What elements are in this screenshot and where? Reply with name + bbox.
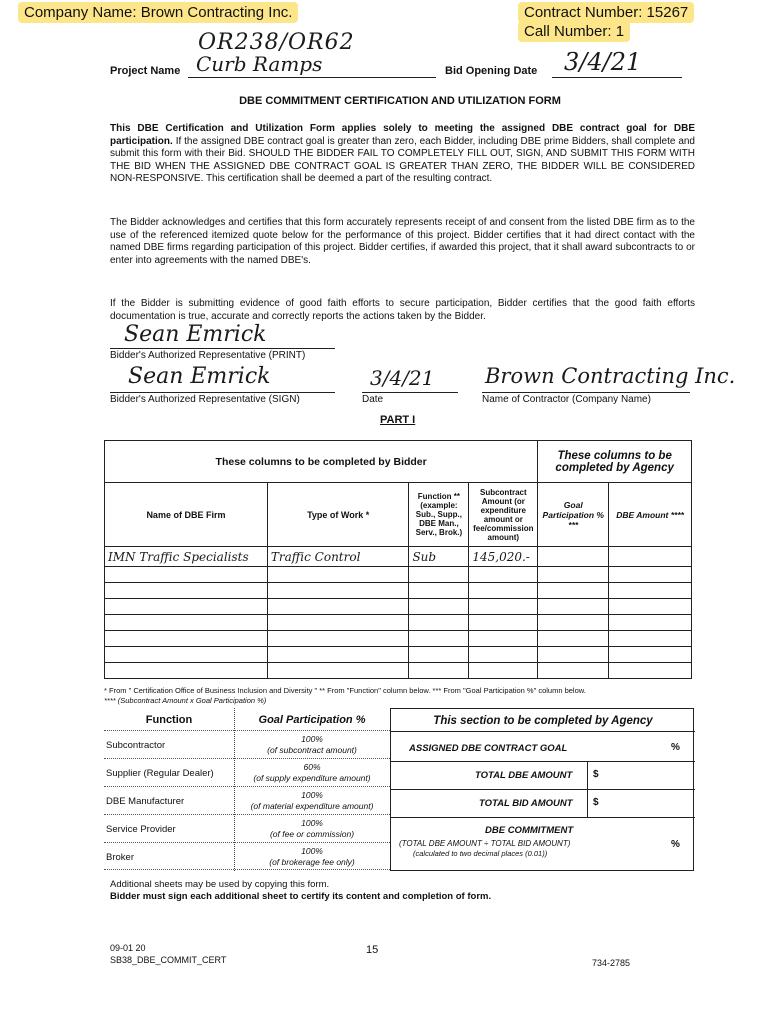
- paragraph-1-rest: If the assigned DBE contract goal is greater than zero, each Bidder, including DBE prime Bidders, shall complete and submit this form with their Bid. SHOULD THE BIDDER FAIL TO COMPLETELY FILL OUT, SIGN, AND SUBMIT THIS FORM WITH THE BID WHEN THE ASSIGNED DBE CONTRACT GOAL IS GREATER THAN ZERO, THE BIDDER WILL BE CONSIDERED NON-RESPONSIVE. This certification shall be deemed a part of the resulting contract.: [110, 135, 695, 185]
- handwritten-project-name: Curb Ramps: [196, 52, 323, 76]
- handwritten-sign-date: 3/4/21: [370, 366, 435, 390]
- bidder-columns-header: These columns to be completed by Bidder: [105, 441, 538, 483]
- print-name-label: Bidder's Authorized Representative (PRINT): [110, 350, 306, 361]
- form-title: DBE COMMITMENT CERTIFICATION AND UTILIZATION FORM: [239, 95, 561, 107]
- dbe-firm-table: [104, 440, 692, 679]
- col-goal-participation: Goal Participation % ***: [538, 483, 609, 547]
- subcontract-amount-cell: 145,020.-: [469, 547, 538, 567]
- function-name: DBE Manufacturer: [106, 796, 185, 807]
- list-item: [104, 842, 390, 870]
- date-line: [362, 392, 458, 393]
- footnote-line-2: **** (Subcontract Amount x Goal Participation %): [104, 696, 267, 705]
- table-row: [105, 567, 692, 583]
- function-name: Subcontractor: [106, 740, 166, 751]
- dbe-commitment-label: DBE COMMITMENT: [485, 825, 574, 836]
- col-name-of-dbe-firm: Name of DBE Firm: [105, 483, 268, 547]
- handwritten-bid-date: 3/4/21: [564, 48, 642, 76]
- date-label: Date: [362, 394, 384, 405]
- function-name: Service Provider: [106, 824, 176, 835]
- function-pct: 100%: [301, 818, 323, 828]
- dbe-commitment-pct: %: [671, 839, 680, 850]
- table-row: [105, 583, 692, 599]
- bid-opening-date-field: [552, 48, 682, 78]
- table-row: [105, 615, 692, 631]
- table-row: [105, 547, 692, 567]
- table-row: [105, 599, 692, 615]
- goal-participation-cell: [538, 547, 609, 567]
- call-number-label: Call Number: 1: [518, 21, 630, 42]
- list-item: [104, 758, 390, 786]
- function-desc: (of fee or commission): [269, 829, 355, 839]
- col-function: Function ** (example: Sub., Supp., DBE Man., Serv., Brok.): [409, 483, 469, 547]
- function-name: Supplier (Regular Dealer): [106, 768, 214, 779]
- table-row: [105, 631, 692, 647]
- paragraph-2: The Bidder acknowledges and certifies that this form accurately represents receipt of and consent from the listed DBE firm as to the use of the referenced itemized quote below for the performance of this project. Bidder certifies that it had direct contact with the named DBE firms regarding participation of this project. Bidder certifies, if awarded this project, that it shall award subcontracts to or enter into agreements with the named DBE's.: [110, 217, 695, 266]
- dbe-firm-name-cell: IMN Traffic Specialists: [105, 547, 268, 567]
- goal-participation-header: Goal Participation %: [258, 714, 366, 726]
- agency-section: [390, 708, 694, 871]
- sign-line: [110, 392, 335, 393]
- sign-sheets-note: Bidder must sign each additional sheet to certify its content and completion of form.: [110, 891, 492, 902]
- total-bid-amount-dollar: $: [593, 797, 599, 808]
- function-desc: (of subcontract amount): [267, 745, 357, 755]
- function-pct: 100%: [301, 790, 323, 800]
- sign-label: Bidder's Authorized Representative (SIGN): [110, 394, 300, 405]
- function-desc: (of material expenditure amount): [250, 801, 374, 811]
- list-item: [104, 730, 390, 758]
- handwritten-order-numbers: OR238/OR62: [198, 30, 355, 55]
- function-rows: [104, 730, 390, 870]
- agency-divider: [391, 789, 695, 790]
- function-desc: (of supply expenditure amount): [253, 773, 371, 783]
- page-number: 15: [366, 944, 379, 956]
- agency-divider: [587, 789, 588, 817]
- table-row: [105, 663, 692, 679]
- dbe-commitment-note: (calculated to two decimal places (0.01)): [413, 849, 548, 858]
- contractor-line: [482, 392, 690, 393]
- agency-divider: [391, 731, 695, 732]
- total-dbe-amount-dollar: $: [593, 769, 599, 780]
- paragraph-1: [110, 123, 695, 186]
- function-desc: (of brokerage fee only): [269, 857, 355, 867]
- footer-date-code: 09-01 20: [110, 943, 146, 953]
- assigned-goal-label: ASSIGNED DBE CONTRACT GOAL: [409, 743, 568, 754]
- col-type-of-work: Type of Work *: [267, 483, 409, 547]
- handwritten-printed-name: Sean Emrick: [124, 322, 267, 347]
- type-of-work-cell: Traffic Control: [267, 547, 409, 567]
- project-name-field: [188, 52, 436, 78]
- function-name: Broker: [106, 852, 134, 863]
- agency-divider: [391, 761, 695, 762]
- footer-form-code: SB38_DBE_COMMIT_CERT: [110, 955, 227, 965]
- list-item: [104, 786, 390, 814]
- print-name-line: [110, 348, 335, 349]
- table-row: [105, 647, 692, 663]
- function-pct: 60%: [303, 762, 321, 772]
- footer-number: 734-2785: [592, 958, 631, 968]
- part-label: PART I: [380, 414, 416, 426]
- project-name-label: Project Name: [110, 65, 181, 77]
- contract-number-label: Contract Number: 15267: [518, 2, 694, 23]
- paragraph-1-bold: This DBE Certification and Utilization Form applies solely to meeting the assigned DBE contract goal for DBE participation.: [110, 123, 695, 147]
- col-subcontract-amount: Subcontract Amount (or expenditure amount or fee/commission amount): [469, 483, 538, 547]
- additional-sheets-note: Additional sheets may be used by copying this form.: [110, 879, 330, 890]
- agency-section-header: This section to be completed by Agency: [433, 715, 653, 727]
- function-header: Function: [145, 714, 193, 726]
- function-pct: 100%: [301, 734, 323, 744]
- col-dbe-amount: DBE Amount ****: [609, 483, 692, 547]
- company-name-label: Company Name: Brown Contracting Inc.: [18, 2, 298, 23]
- bid-opening-date-label: Bid Opening Date: [445, 65, 538, 77]
- agency-divider: [587, 761, 588, 789]
- paragraph-3: If the Bidder is submitting evidence of good faith efforts to secure participation, Bidder certifies that the good faith efforts documentation is true, accurate and correctly reports the actions taken by the Bidder.: [110, 298, 695, 322]
- total-bid-amount-label: TOTAL BID AMOUNT: [479, 798, 573, 809]
- function-cell: Sub: [409, 547, 469, 567]
- list-item: [104, 814, 390, 842]
- agency-columns-header: These columns to be completed by Agency: [538, 441, 692, 483]
- total-dbe-amount-label: TOTAL DBE AMOUNT: [475, 770, 573, 781]
- dbe-commitment-formula: (TOTAL DBE AMOUNT ÷ TOTAL BID AMOUNT): [399, 839, 571, 848]
- function-pct: 100%: [301, 846, 323, 856]
- footnote-line-1: * From " Certification Office of Business Inclusion and Diversity " ** From "Function" column below. *** From "Goal Participation %" column below.: [104, 686, 586, 695]
- handwritten-signature: Sean Emrick: [128, 364, 271, 389]
- assigned-goal-pct: %: [671, 742, 680, 753]
- dbe-amount-cell: [609, 547, 692, 567]
- agency-divider: [391, 817, 695, 818]
- contractor-label: Name of Contractor (Company Name): [482, 394, 651, 405]
- handwritten-company: Brown Contracting Inc.: [485, 364, 736, 388]
